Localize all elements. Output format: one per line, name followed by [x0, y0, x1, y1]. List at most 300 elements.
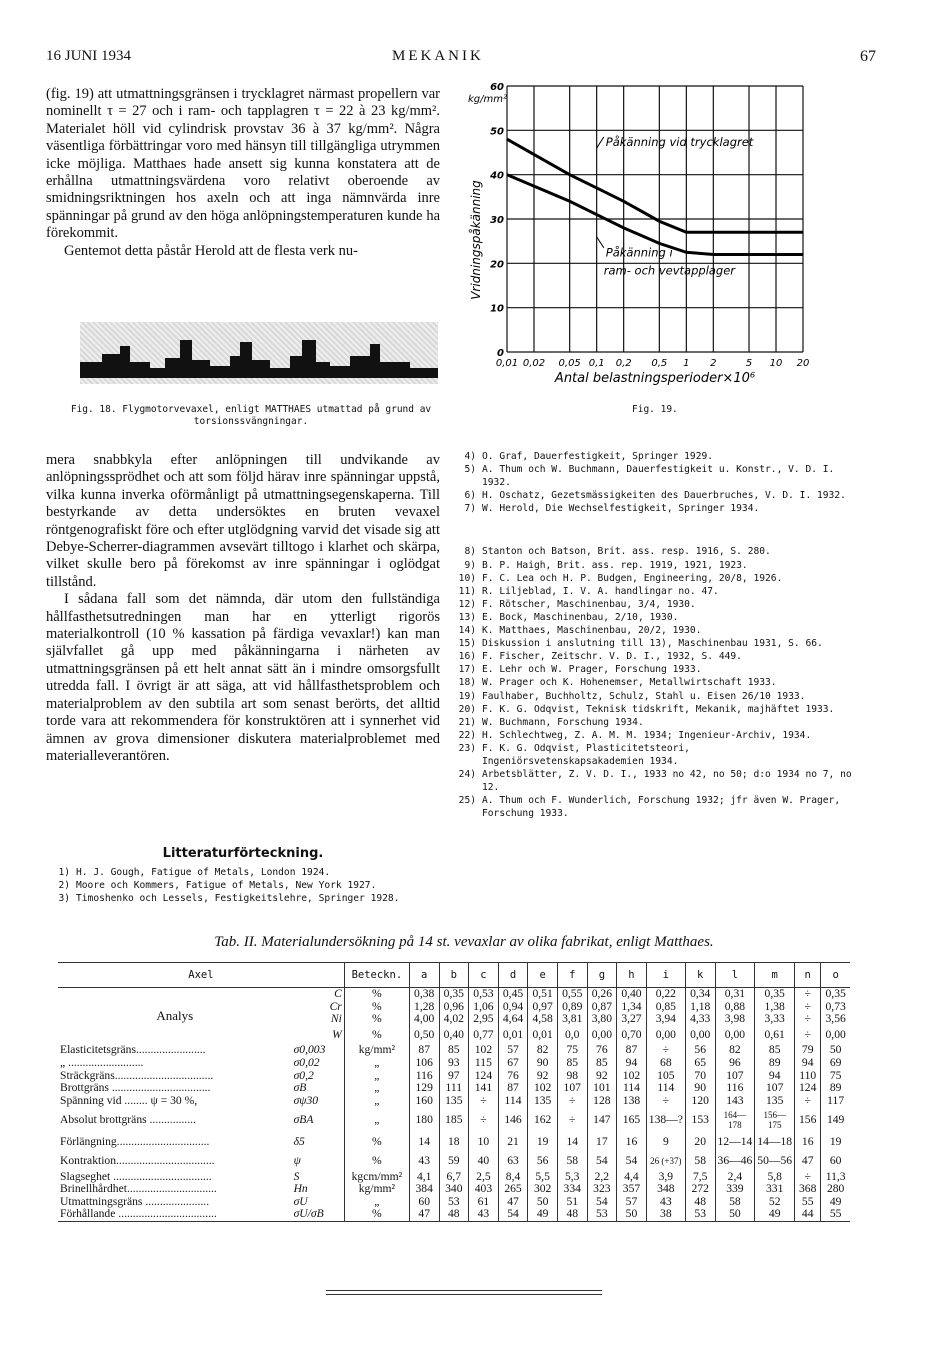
table-header-cell: b: [439, 963, 469, 988]
reference-text: E. Bock, Maschinenbau, 2/10, 1930.: [482, 611, 679, 623]
reference-item: [46, 879, 446, 892]
table-cell: 280: [821, 1183, 850, 1196]
reference-number: 22): [458, 729, 476, 741]
x-tick-label: 5: [745, 358, 753, 369]
table-cell: 69: [821, 1057, 850, 1070]
reference-text: A. Thum och W. Buchmann, Dauerfestigkeit u. Konstr., V. D. I. 1932.: [482, 464, 835, 489]
table-cell: 94: [795, 1057, 821, 1070]
crankshaft-photo: [80, 322, 438, 384]
table-cell: 116: [715, 1082, 755, 1095]
paragraph: Gentemot detta påstår Herold att de flesta verk nu-: [64, 242, 358, 259]
table-cell: 59: [439, 1152, 469, 1171]
table-cell: ÷: [795, 988, 821, 1001]
reference-text: Faulhaber, Buchholtz, Schulz, Stahl u. Eisen 26/10 1933.: [482, 690, 806, 702]
table-cell: 114: [498, 1095, 528, 1108]
table-cell: ÷: [557, 1095, 587, 1108]
table-cell: 3,33: [755, 1013, 795, 1026]
table-cell: 156—175: [755, 1107, 795, 1133]
table-cell: 16: [617, 1133, 647, 1152]
row-label: Spänning vid ........ ψ = 30 %,: [60, 1093, 198, 1107]
y-tick-label: 30: [490, 215, 504, 226]
reference-item: [452, 463, 852, 489]
table-cell: 0,87: [587, 1001, 617, 1014]
paragraph: I sådana fall som det nämnda, där utom den fullständiga hållfasthetsutredningen man har en ytterligt rigorös materialkontroll (10 % kassation på färdiga vevaxlar!) kan man självfallet gå upp med påkänningarna i närheten av utmattningsgränsen på ett helt annat sätt än i mindre omsorgsfullt utredda fall. I övrigt är att säga, att vid hållfasthetsproblem och materialproblem av den subtila art som senast berörts, det alltid torde vara att rekommendera för konstruktören att i synnerhet vid ämnen av grova dimensioner diskutera materialproblemet med materialleverantören.: [46, 591, 440, 764]
table-header-cell: e: [528, 963, 558, 988]
x-axis-label: Antal belastningsperioder×10⁶: [554, 371, 756, 386]
table-row: [58, 1107, 850, 1133]
reference-text: Moore och Kommers, Fatigue of Metals, New York 1927.: [76, 880, 377, 892]
table-cell: 114: [617, 1082, 647, 1095]
row-symbol: Ni: [330, 1012, 342, 1026]
table-cell: 10: [469, 1133, 499, 1152]
series-label: Påkänning vid trycklagret: [605, 134, 754, 149]
table-cell: 48: [439, 1208, 469, 1221]
table-cell: 0,89: [557, 1001, 587, 1014]
table-cell: 57: [617, 1196, 647, 1209]
reference-number: 13): [458, 611, 476, 623]
table-cell: 0,35: [439, 988, 469, 1001]
table-cell: ÷: [795, 1001, 821, 1014]
table-cell: 0,31: [715, 988, 755, 1001]
table-cell: 85: [587, 1057, 617, 1070]
row-label: Förlängning................................: [60, 1135, 210, 1149]
table-cell: 129: [409, 1082, 439, 1095]
row-symbol: W: [332, 1027, 342, 1041]
references-list-right: [452, 450, 852, 820]
x-tick-label: 20: [796, 358, 810, 369]
reference-number: 17): [458, 664, 476, 676]
table-cell: 0,00: [715, 1026, 755, 1045]
reference-number: 2): [58, 880, 70, 892]
table-cell: 58: [715, 1196, 755, 1209]
table-cell: 3,56: [821, 1013, 850, 1026]
table-title: Tab. II. Materialundersökning på 14 st. vevaxlar av olika fabrikat, enligt Matthaes.: [214, 934, 714, 950]
table-cell: 384: [409, 1183, 439, 1196]
series-line: [507, 139, 803, 232]
table-cell: 5,5: [528, 1171, 558, 1184]
table-cell: 3,94: [646, 1013, 685, 1026]
references-list-left: [46, 866, 446, 905]
reference-item: [452, 572, 852, 585]
table-cell: 164—178: [715, 1107, 755, 1133]
table-cell: 0,96: [439, 1001, 469, 1014]
y-unit-label: kg/mm²: [468, 94, 507, 105]
table-cell: 146: [498, 1107, 528, 1133]
table-cell: 0,77: [469, 1026, 499, 1045]
table-cell: 1,18: [685, 1001, 715, 1014]
table-cell: 70: [685, 1070, 715, 1083]
table-header-cell: f: [557, 963, 587, 988]
table-cell: 0,35: [755, 988, 795, 1001]
reference-item: [452, 716, 852, 729]
table-header-cell: c: [469, 963, 499, 988]
table-cell: 1,06: [469, 1001, 499, 1014]
table-cell: 53: [439, 1196, 469, 1209]
table-cell: 85: [557, 1057, 587, 1070]
reference-number: 3): [58, 893, 70, 905]
table-cell: 75: [557, 1044, 587, 1057]
table-cell: 160: [409, 1095, 439, 1108]
reference-text: E. Lehr och W. Prager, Forschung 1933.: [482, 664, 702, 676]
references-heading: Litteraturförteckning.: [162, 846, 324, 861]
table-cell: 403: [469, 1183, 499, 1196]
table-cell: 114: [646, 1082, 685, 1095]
table-cell: 79: [795, 1044, 821, 1057]
table-cell: 50: [821, 1044, 850, 1057]
reference-number: 19): [458, 690, 476, 702]
table-cell: 0,51: [528, 988, 558, 1001]
table-cell: ÷: [469, 1095, 499, 1108]
reference-item: [452, 450, 852, 463]
table-cell: 102: [469, 1044, 499, 1057]
reference-item: [452, 611, 852, 624]
table-cell: 368: [795, 1183, 821, 1196]
reference-text: W. Prager och K. Hohenemser, Metallwirtschaft 1933.: [482, 677, 777, 689]
row-unit: %: [344, 988, 409, 1001]
row-unit: „: [344, 1082, 409, 1095]
row-label: Förhållande ..................................: [58, 1208, 292, 1221]
table-cell: 60: [409, 1196, 439, 1209]
table-cell: 98: [557, 1070, 587, 1083]
reference-number: 24): [458, 769, 476, 781]
reference-text: Arbetsblätter, Z. V. D. I., 1933 no 42, no 50; d:o 1934 no 7, no 12.: [482, 769, 852, 794]
table-cell: 0,22: [646, 988, 685, 1001]
table-cell: 149: [821, 1107, 850, 1133]
reference-item: [46, 892, 446, 905]
table-cell: 138: [617, 1095, 647, 1108]
table-cell: 0,73: [821, 1001, 850, 1014]
table-cell: 4,58: [528, 1013, 558, 1026]
table-cell: 107: [755, 1082, 795, 1095]
reference-text: R. Liljeblad, I. V. A. handlingar no. 47.: [482, 585, 719, 597]
table-header-cell: a: [409, 963, 439, 988]
table-cell: 82: [715, 1044, 755, 1057]
x-tick-label: 0,5: [651, 358, 668, 369]
table-cell: 120: [685, 1095, 715, 1108]
table-cell: 340: [439, 1183, 469, 1196]
table-cell: 50: [715, 1208, 755, 1221]
reference-number: 6): [464, 490, 476, 502]
row-label: Brinellhårdhet...............................: [60, 1182, 217, 1196]
table-cell: 90: [528, 1057, 558, 1070]
table-cell: 56: [685, 1044, 715, 1057]
reference-item: [452, 598, 852, 611]
table-cell: 52: [755, 1196, 795, 1209]
table-cell: 3,98: [715, 1013, 755, 1026]
row-unit: %: [344, 1001, 409, 1014]
table-cell: 265: [498, 1183, 528, 1196]
reference-number: 18): [458, 677, 476, 689]
table-cell: 138—?: [646, 1107, 685, 1133]
table-header-cell: Beteckn.: [344, 963, 409, 988]
reference-item: [452, 650, 852, 663]
table-cell: 0,55: [557, 988, 587, 1001]
table-cell: 68: [646, 1057, 685, 1070]
table-cell: 49: [528, 1208, 558, 1221]
table-header-cell: l: [715, 963, 755, 988]
table-cell: 0,0: [557, 1026, 587, 1045]
table-cell: 0,97: [528, 1001, 558, 1014]
table-cell: 348: [646, 1183, 685, 1196]
table-cell: 76: [498, 1070, 528, 1083]
row-symbol: σU/σB: [292, 1208, 345, 1221]
reference-text: H. Oschatz, Gezetsmässigkeiten des Dauerbruches, V. D. I. 1932.: [482, 490, 846, 502]
reference-text: Timoshenko och Lessels, Festigkeitslehre, Springer 1928.: [76, 893, 400, 905]
x-tick-label: 0,05: [558, 358, 581, 369]
row-symbol: σψ30: [293, 1093, 319, 1107]
row-label: Brottgräns ..................................: [60, 1081, 211, 1095]
table-cell: 0,50: [409, 1026, 439, 1045]
reference-number: 4): [464, 451, 476, 462]
table-cell: 141: [469, 1082, 499, 1095]
table-cell: 44: [795, 1208, 821, 1221]
series-line: [507, 175, 803, 255]
series-label: Påkänning i: [605, 245, 673, 260]
row-unit: %: [344, 1026, 409, 1045]
table-cell: 92: [587, 1070, 617, 1083]
reference-number: 21): [458, 716, 476, 728]
fig19-caption: Fig. 19.: [632, 404, 678, 415]
reference-text: H. Schlechtweg, Z. A. M. M. 1934; Ingenieur-Archiv, 1934.: [482, 729, 812, 741]
table-cell: 54: [587, 1152, 617, 1171]
table-cell: 117: [821, 1095, 850, 1108]
row-label: Sträckgräns..................................: [60, 1068, 214, 1082]
table-cell: 153: [685, 1107, 715, 1133]
reference-item: [452, 794, 852, 820]
table-cell: 334: [557, 1183, 587, 1196]
row-symbol: σ0,2: [293, 1068, 314, 1082]
row-unit: kgcm/mm²: [344, 1171, 409, 1184]
table-cell: 17: [587, 1133, 617, 1152]
table-cell: 105: [646, 1070, 685, 1083]
table-cell: 14: [557, 1133, 587, 1152]
table-cell: 0,01: [498, 1026, 528, 1045]
left-column-bottom-text: [46, 452, 440, 765]
table-cell: 0,35: [821, 988, 850, 1001]
table-cell: 55: [795, 1196, 821, 1209]
reference-number: 20): [458, 703, 476, 715]
table-cell: 272: [685, 1183, 715, 1196]
row-symbol: σB: [293, 1081, 307, 1095]
reference-number: 7): [464, 503, 476, 515]
table-cell: 0,00: [821, 1026, 850, 1045]
end-rule: [326, 1290, 602, 1291]
row-label: Utmattningsgräns ......................: [60, 1194, 210, 1208]
y-tick-label: 50: [490, 126, 504, 138]
table-cell: 61: [469, 1196, 499, 1209]
table-cell: 135: [755, 1095, 795, 1108]
table-cell: ÷: [646, 1095, 685, 1108]
table-cell: 65: [685, 1057, 715, 1070]
table-cell: 2,2: [587, 1171, 617, 1184]
table-row: [58, 988, 850, 1001]
table-cell: 4,02: [439, 1013, 469, 1026]
table-cell: 0,34: [685, 988, 715, 1001]
table-cell: 143: [715, 1095, 755, 1108]
table-cell: 0,70: [617, 1026, 647, 1045]
table-cell: 0,00: [646, 1026, 685, 1045]
table-cell: 357: [617, 1183, 647, 1196]
reference-text: O. Graf, Dauerfestigkeit, Springer 1929.: [482, 451, 714, 462]
reference-item: [452, 489, 852, 502]
row-unit: „: [344, 1070, 409, 1083]
table-cell: 40: [469, 1152, 499, 1171]
table-cell: ÷: [557, 1107, 587, 1133]
y-tick-label: 40: [490, 170, 504, 182]
paragraph: mera snabbkyla efter anlöpningen till undvikande av anlöpningssprödhet och att som följd härav inre spänningar uppstå, vilka kunna inverka oförmånligt på utmattningsegenskaperna. Till bestyrkande av detta undersöktes en bruten vevaxel röntgenografiskt före och efter utglödgning varvid det visade sig att Debye-Scherrer-diagrammen avsevärt tilltogo i klarhet och skärpa, vilket skulle bero på förekomst av inre spänningar i oglödgat tillstånd.: [46, 452, 440, 590]
table-cell: 75: [821, 1070, 850, 1083]
table-row: [58, 1183, 850, 1196]
table-cell: 2,4: [715, 1171, 755, 1184]
y-tick-label: 60: [490, 82, 504, 93]
table-cell: 16: [795, 1133, 821, 1152]
table-cell: 94: [617, 1057, 647, 1070]
table-cell: 43: [469, 1208, 499, 1221]
table-cell: 85: [755, 1044, 795, 1057]
header-page-number: 67: [860, 48, 876, 65]
table-cell: 135: [528, 1095, 558, 1108]
y-tick-label: 10: [490, 303, 504, 315]
row-label: Kontraktion..................................: [60, 1153, 215, 1167]
table-header-cell: Axel: [58, 963, 344, 988]
reference-text: F. K. G. Odqvist, Plasticitetsteori, Ingeniörsvetenskapsakademien 1934.: [482, 742, 690, 767]
reference-item: [452, 624, 852, 637]
table-row: [58, 1133, 850, 1152]
table-cell: 48: [685, 1196, 715, 1209]
reference-number: 9): [464, 559, 476, 571]
table-cell: 90: [685, 1082, 715, 1095]
table-cell: 4,33: [685, 1013, 715, 1026]
row-label: Elasticitetsgräns........................: [60, 1043, 206, 1057]
table-cell: 54: [498, 1208, 528, 1221]
table-row: [58, 1208, 850, 1221]
table-cell: 107: [557, 1082, 587, 1095]
table-cell: 0,61: [755, 1026, 795, 1045]
table-cell: 94: [755, 1070, 795, 1083]
table-cell: 50: [617, 1208, 647, 1221]
table-cell: 50: [528, 1196, 558, 1209]
table-cell: 0,85: [646, 1001, 685, 1014]
table-cell: 0,00: [587, 1026, 617, 1045]
row-symbol: σU: [293, 1194, 308, 1208]
reference-number: 10): [458, 572, 476, 584]
table-cell: 50—56: [755, 1152, 795, 1171]
row-symbol: δ5: [293, 1135, 305, 1149]
label-leader: [597, 137, 604, 148]
reference-item: [452, 502, 852, 515]
table-cell: 6,7: [439, 1171, 469, 1184]
reference-item: [452, 742, 852, 768]
reference-number: 8): [464, 546, 476, 558]
reference-number: 11): [458, 585, 476, 597]
reference-item: [452, 768, 852, 794]
row-symbol: Hn: [293, 1182, 308, 1196]
reference-number: 12): [458, 598, 476, 610]
table-cell: 11,3: [821, 1171, 850, 1184]
reference-text: F. Rötscher, Maschinenbau, 3/4, 1930.: [482, 598, 696, 610]
reference-item: [452, 703, 852, 716]
table-cell: ÷: [795, 1095, 821, 1108]
table-cell: 4,64: [498, 1013, 528, 1026]
table-cell: 82: [528, 1044, 558, 1057]
table-cell: 3,27: [617, 1013, 647, 1026]
table-cell: 115: [469, 1057, 499, 1070]
table-cell: 1,34: [617, 1001, 647, 1014]
table-cell: 4,1: [409, 1171, 439, 1184]
table-cell: 9: [646, 1133, 685, 1152]
table-cell: 49: [821, 1196, 850, 1209]
table-cell: ÷: [469, 1107, 499, 1133]
reference-text: K. Matthaes, Maschinenbau, 20/2, 1930.: [482, 625, 702, 637]
row-symbol: Cr: [329, 999, 342, 1013]
reference-item: [452, 690, 852, 703]
table-cell: 162: [528, 1107, 558, 1133]
x-tick-label: 0,2: [615, 358, 632, 369]
table-cell: 96: [715, 1057, 755, 1070]
reference-text: W. Buchmann, Forschung 1934.: [482, 716, 644, 728]
reference-text: F. Fischer, Zeitschr. V. D. I., 1932, S. 449.: [482, 651, 742, 663]
reference-item: [46, 866, 446, 879]
x-tick-label: 2: [710, 358, 717, 369]
left-column-top-text: [46, 86, 440, 260]
table-cell: 47: [409, 1208, 439, 1221]
table-cell: 51: [557, 1196, 587, 1209]
row-symbol: σBA: [293, 1113, 314, 1127]
table-cell: 43: [646, 1196, 685, 1209]
table-header-cell: g: [587, 963, 617, 988]
table-cell: 124: [795, 1082, 821, 1095]
reference-text: A. Thum och F. Wunderlich, Forschung 1932; jfr även W. Prager, Forschung 1933.: [482, 795, 841, 820]
table-cell: 43: [409, 1152, 439, 1171]
table-cell: 0,00: [685, 1026, 715, 1045]
table-cell: 53: [587, 1208, 617, 1221]
paragraph: (fig. 19) att utmattningsgränsen i trycklagret närmast propellern var nominellt τ = 27 och i ram- och tapplagren τ = 22 à 23 kg/mm². Materialet höll vid cylindrisk provstav 36 à 37 kg/mm². Några väsentliga förbättringar voro med hänsyn till tillgängliga utrymmen icke möjliga. Matthaes hade ansett sig kunna konstatera att de erhållna utmattningsvärdena voro relativt oberoende av smidningsriktningen hos axeln och att inga nämnvärda inre spänningar på grund av den höga anlöpningstemperaturen kunde ha förekommit.: [46, 86, 440, 242]
row-unit: „: [344, 1057, 409, 1070]
table-header-cell: h: [617, 963, 647, 988]
reference-item: [452, 663, 852, 676]
table-cell: 1,38: [755, 1001, 795, 1014]
table-cell: 85: [439, 1044, 469, 1057]
table-cell: 156: [795, 1107, 821, 1133]
table-cell: 128: [587, 1095, 617, 1108]
table-cell: 102: [528, 1082, 558, 1095]
table-cell: 107: [715, 1070, 755, 1083]
table-cell: 12—14: [715, 1133, 755, 1152]
table-cell: 54: [617, 1152, 647, 1171]
table-cell: 5,3: [557, 1171, 587, 1184]
reference-number: 15): [458, 638, 476, 650]
y-axis-label: Vridningspåkänning: [469, 180, 483, 300]
table-cell: 89: [821, 1082, 850, 1095]
x-tick-label: 1: [683, 358, 690, 369]
table-cell: 14—18: [755, 1133, 795, 1152]
table-cell: 58: [685, 1152, 715, 1171]
row-unit: „: [344, 1107, 409, 1133]
table-cell: 165: [617, 1107, 647, 1133]
table-cell: 19: [821, 1133, 850, 1152]
row-symbol: S: [293, 1169, 300, 1183]
table-cell: 0,40: [439, 1026, 469, 1045]
table-cell: 7,5: [685, 1171, 715, 1184]
table-cell: 0,53: [469, 988, 499, 1001]
table-cell: 48: [557, 1208, 587, 1221]
table-cell: 87: [498, 1082, 528, 1095]
row-symbol: σ0,003: [293, 1043, 326, 1057]
table-cell: 47: [498, 1196, 528, 1209]
x-tick-label: 10: [769, 358, 783, 369]
table-cell: 76: [587, 1044, 617, 1057]
row-label: Slagseghet ..................................: [60, 1169, 212, 1183]
